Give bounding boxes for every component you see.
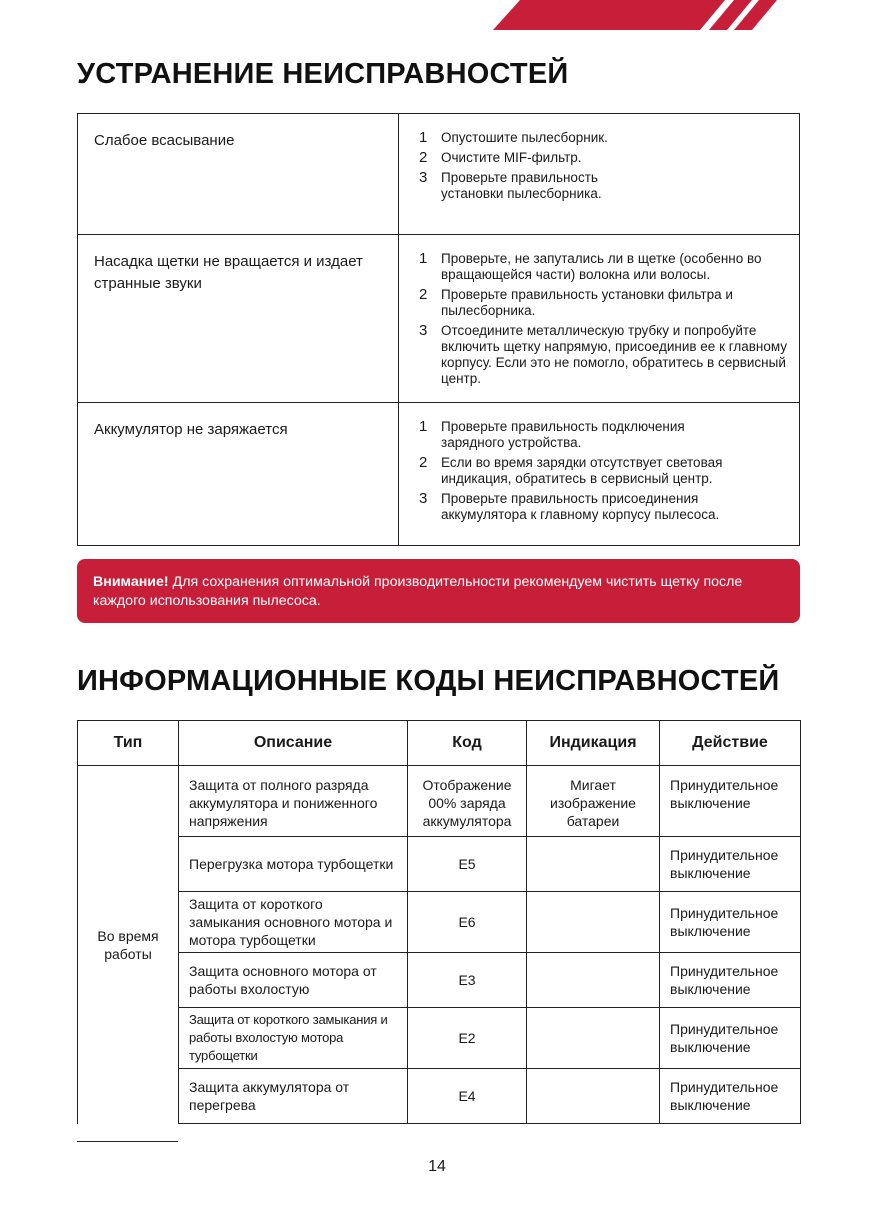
action-cell: Принудительное выключение bbox=[660, 837, 801, 892]
table-row bbox=[78, 953, 801, 1008]
header-stripes-decoration bbox=[0, 0, 874, 40]
action-cell: Принудительное выключение bbox=[660, 1008, 801, 1069]
troubleshooting-table bbox=[77, 113, 800, 546]
table-bottom-border bbox=[77, 1141, 178, 1142]
solution-cell bbox=[399, 403, 800, 546]
action-cell: Принудительное выключение bbox=[660, 953, 801, 1008]
indication-cell bbox=[527, 1069, 660, 1124]
type-cell: Во время работы bbox=[78, 766, 179, 1124]
warning-label: Внимание! bbox=[93, 574, 169, 590]
table-header-row bbox=[78, 721, 801, 766]
list-item: 3 Проверьте правильность присоединения аккумулятора к главному корпусу пылесоса. bbox=[419, 490, 720, 522]
table-row bbox=[78, 892, 801, 953]
indication-cell bbox=[527, 953, 660, 1008]
list-item: 2 Очистите MIF-фильтр. bbox=[419, 149, 582, 166]
list-item: 1 Проверьте, не запутались ли в щетке (особенно во вращающейся части) волокна или волосы. bbox=[419, 250, 762, 282]
problem-cell: Слабое всасывание bbox=[78, 114, 399, 235]
action-cell: Принудительное выключение bbox=[660, 1069, 801, 1124]
code-cell: E5 bbox=[408, 837, 527, 892]
table-row bbox=[78, 235, 800, 403]
page-number: 14 bbox=[428, 1158, 446, 1175]
problem-cell: Насадка щетки не вращается и издает странные звуки bbox=[78, 235, 399, 403]
problem-cell: Аккумулятор не заряжается bbox=[78, 403, 399, 546]
column-header-description: Описание bbox=[179, 721, 408, 766]
list-item: 2 Если во время зарядки отсутствует световая индикация, обратитесь в сервисный центр. bbox=[419, 454, 723, 486]
table-row bbox=[78, 114, 800, 235]
column-header-indication: Индикация bbox=[527, 721, 660, 766]
description-cell: Защита от короткого замыкания и работы вхолостую мотора турбощетки bbox=[179, 1008, 408, 1069]
list-item: 1 Опустошите пылесборник. bbox=[419, 129, 608, 146]
solution-cell bbox=[399, 235, 800, 403]
error-codes-table bbox=[77, 720, 801, 1124]
warning-notice bbox=[77, 559, 800, 623]
list-item: 3 Отсоедините металлическую трубку и попробуйте включить щетку напрямую, присоединив ее к главному корпусу. Если это не помогло, обратитесь в сервисный центр. bbox=[419, 322, 788, 386]
indication-cell bbox=[527, 892, 660, 953]
action-cell: Принудительное выключение bbox=[660, 766, 801, 837]
section-title-troubleshooting: УСТРАНЕНИЕ НЕИСПРАВНОСТЕЙ bbox=[77, 58, 569, 90]
indication-cell bbox=[527, 1008, 660, 1069]
code-cell: E2 bbox=[408, 1008, 527, 1069]
description-cell: Защита основного мотора от работы вхолостую bbox=[179, 953, 408, 1008]
description-cell: Защита от полного разряда аккумулятора и пониженного напряжения bbox=[179, 766, 408, 837]
column-header-type: Тип bbox=[78, 721, 179, 766]
list-item: 1 Проверьте правильность подключения зарядного устройства. bbox=[419, 418, 685, 450]
table-row bbox=[78, 766, 801, 837]
column-header-code: Код bbox=[408, 721, 527, 766]
indication-cell bbox=[527, 837, 660, 892]
table-row bbox=[78, 837, 801, 892]
code-cell: Отображение 00% заряда аккумулятора bbox=[408, 766, 527, 837]
description-cell: Защита от короткого замыкания основного мотора и мотора турбощетки bbox=[179, 892, 408, 953]
code-cell: E4 bbox=[408, 1069, 527, 1124]
action-cell: Принудительное выключение bbox=[660, 892, 801, 953]
list-item: 2 Проверьте правильность установки фильтра и пылесборника. bbox=[419, 286, 733, 318]
column-header-action: Действие bbox=[660, 721, 801, 766]
list-item: 3 Проверьте правильность установки пылесборника. bbox=[419, 169, 602, 201]
solution-cell bbox=[399, 114, 800, 235]
description-cell: Перегрузка мотора турбощетки bbox=[179, 837, 408, 892]
table-row bbox=[78, 1069, 801, 1124]
description-cell: Защита аккумулятора от перегрева bbox=[179, 1069, 408, 1124]
indication-cell: Мигает изображение батареи bbox=[527, 766, 660, 837]
warning-text: Для сохранения оптимальной производительности рекомендуем чистить щетку после каждого использования пылесоса. bbox=[93, 574, 743, 609]
code-cell: E3 bbox=[408, 953, 527, 1008]
code-cell: E6 bbox=[408, 892, 527, 953]
table-row bbox=[78, 1008, 801, 1069]
table-row bbox=[78, 403, 800, 546]
section-title-error-codes: ИНФОРМАЦИОННЫЕ КОДЫ НЕИСПРАВНОСТЕЙ bbox=[77, 665, 780, 697]
